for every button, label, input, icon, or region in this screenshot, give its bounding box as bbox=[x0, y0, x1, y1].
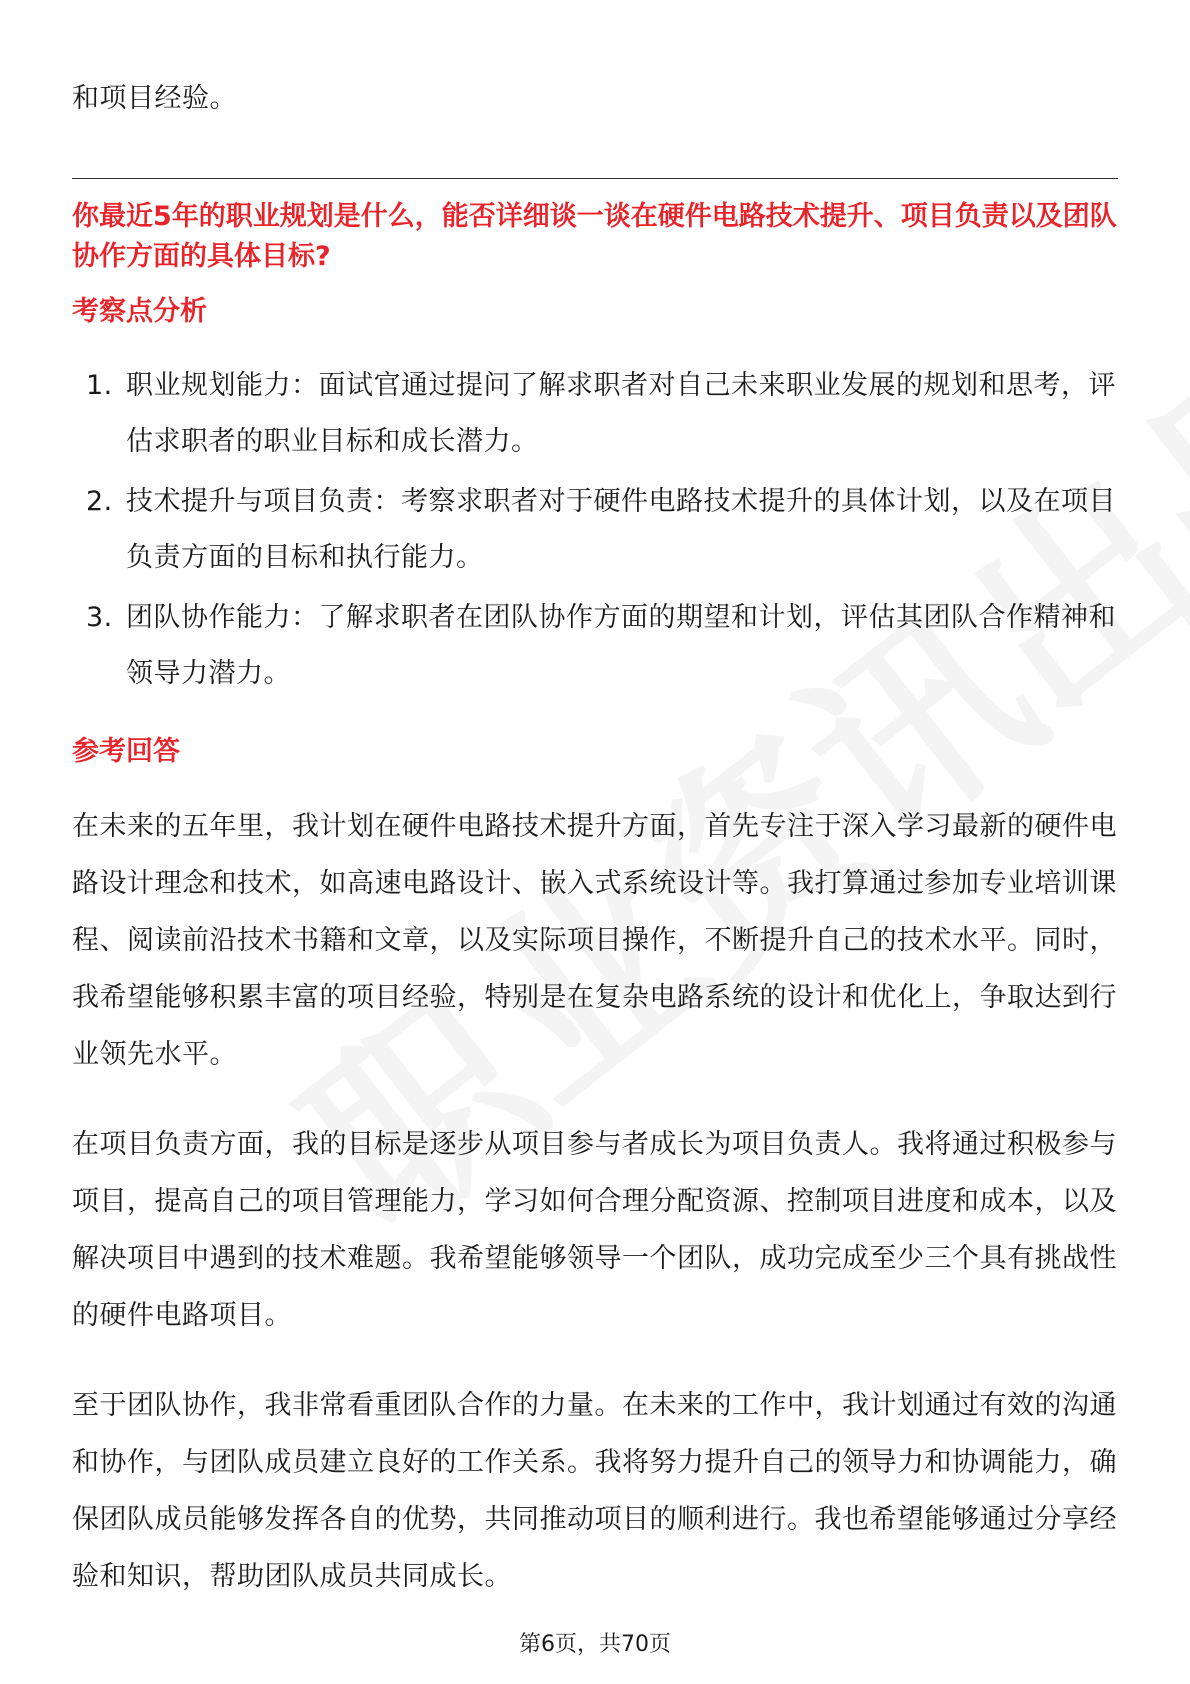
list-item bbox=[72, 590, 1118, 702]
continuation-text: 和项目经验。 bbox=[72, 83, 237, 114]
answer-paragraph: 至于团队协作，我非常看重团队合作的力量。在未来的工作中，我计划通过有效的沟通和协作，与团队成员建立良好的工作关系。我将努力提升自己的领导力和协调能力，确保团队成员能够发挥各自的优势，共同推动项目的顺利进行。我也希望能够通过分享经验和知识，帮助团队成员共同成长。 bbox=[72, 1390, 1117, 1592]
document-page bbox=[72, 0, 1118, 1684]
list-item-text: 技术提升与项目负责：考察求职者对于硬件电路技术提升的具体计划，以及在项目负责方面的目标和执行能力。 bbox=[126, 486, 1116, 573]
list-item-number: 2. bbox=[86, 486, 113, 517]
list-item bbox=[72, 358, 1118, 470]
section-divider bbox=[72, 178, 1118, 179]
answer-paragraph: 在项目负责方面，我的目标是逐步从项目参与者成长为项目负责人。我将通过积极参与项目，提高自己的项目管理能力，学习如何合理分配资源、控制项目进度和成本，以及解决项目中遇到的技术难题。我希望能够领导一个团队，成功完成至少三个具有挑战性的硬件电路项目。 bbox=[72, 1129, 1117, 1331]
analysis-list bbox=[72, 358, 1118, 706]
answer-heading: 参考回答 bbox=[72, 736, 180, 767]
list-item-text: 团队协作能力：了解求职者在团队协作方面的期望和计划，评估其团队合作精神和领导力潜力。 bbox=[126, 602, 1116, 689]
question-heading: 你最近5年的职业规划是什么，能否详细谈一谈在硬件电路技术提升、项目负责以及团队协作方面的具体目标? bbox=[72, 201, 1117, 272]
answer-paragraph: 在未来的五年里，我计划在硬件电路技术提升方面，首先专注于深入学习最新的硬件电路设计理念和技术，如高速电路设计、嵌入式系统设计等。我打算通过参加专业培训课程、阅读前沿技术书籍和文章，以及实际项目操作，不断提升自己的技术水平。同时，我希望能够积累丰富的项目经验，特别是在复杂电路系统的设计和优化上，争取达到行业领先水平。 bbox=[72, 811, 1117, 1070]
list-item bbox=[72, 474, 1118, 586]
list-item-text: 职业规划能力：面试官通过提问了解求职者对自己未来职业发展的规划和思考，评估求职者的职业目标和成长潜力。 bbox=[126, 370, 1116, 457]
analysis-heading: 考察点分析 bbox=[72, 296, 207, 327]
list-item-number: 1. bbox=[86, 370, 113, 401]
list-item-number: 3. bbox=[86, 602, 113, 633]
answer-body bbox=[72, 798, 1118, 1638]
page-number: 第6页，共70页 bbox=[519, 1632, 671, 1657]
